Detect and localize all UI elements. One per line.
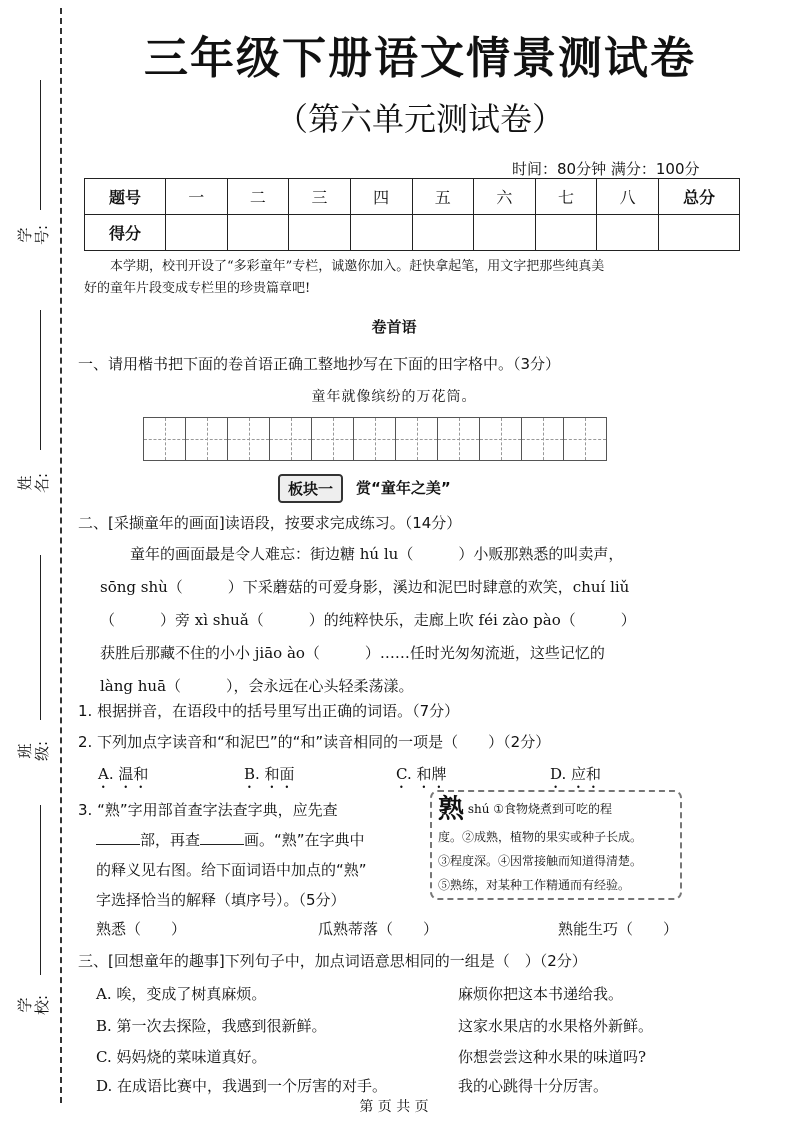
- option-a-compare: [458, 983, 623, 1004]
- block-title: 赏“童年之美”: [356, 479, 451, 497]
- text: 画。“熟”在字典中: [244, 831, 365, 849]
- dictionary-box: [430, 790, 682, 900]
- score-cell: 题号: [85, 179, 166, 215]
- dict-text: ⑤熟练，对某种工作精通而有经验。: [438, 877, 631, 892]
- reading-passage: [100, 538, 700, 703]
- student-no-label: 学号:: [16, 224, 51, 246]
- score-table-header-row: [85, 179, 740, 215]
- sub-question-2: 2. 下列加点字读音和“和泥巴”的“和”读音相同的一项是（ ）（2分）: [78, 733, 551, 751]
- time-info: 时间：80分钟 满分：100分: [512, 160, 700, 178]
- passage-line: 获胜后那藏不住的小小 jiāo ào（ ）……任时光匆匆流逝，这些记忆的: [100, 644, 605, 662]
- dict-text: 度。②成熟，植物的果实或种子长成。: [438, 829, 643, 844]
- word-item[interactable]: [558, 918, 678, 939]
- binding-dashed-line: [60, 8, 62, 1103]
- passage-line: làng huā（ ），会永远在心头轻柔荡漾。: [100, 677, 414, 695]
- question-3-heading: 三、[回想童年的趣事]下列句子中，加点词语意思相同的一组是（ ）（2分）: [78, 952, 587, 970]
- option-text: C. 和牌: [396, 765, 447, 783]
- preface-title: 卷首语: [371, 318, 417, 336]
- dict-pinyin: shú: [467, 802, 490, 816]
- sub-question-3: [78, 795, 418, 915]
- option-a[interactable]: [98, 763, 148, 792]
- option-text: B. 和面: [244, 765, 295, 783]
- sub-question-3-line2: [78, 825, 418, 855]
- block-tag: 板块一: [278, 474, 343, 503]
- grid-cell[interactable]: [522, 418, 564, 460]
- preface-text: 童年就像缤纷的万花筒。: [311, 389, 477, 405]
- word-text: 熟能生巧（ ）: [558, 920, 679, 938]
- score-input-cell[interactable]: [289, 215, 351, 251]
- score-input-cell[interactable]: [412, 215, 474, 251]
- option-text: 我的心跳得十分厉害。: [458, 1077, 609, 1095]
- intro-paragraph: [84, 256, 704, 300]
- passage-line: （ ）旁 xì shuǎ（ ）的纯粹快乐，走廊上吹 féi zào pào（ ）: [100, 611, 636, 629]
- grid-cell[interactable]: [564, 418, 606, 460]
- sub-question-1: 1. 根据拼音，在语段中的括号里写出正确的词语。（7分）: [78, 702, 460, 720]
- option-text: D. 在成语比赛中，我遇到一个厉害的对手。: [96, 1077, 388, 1095]
- option-d[interactable]: [550, 763, 601, 792]
- option-b[interactable]: [96, 1015, 327, 1036]
- word-text: 瓜熟蒂落（ ）: [318, 920, 439, 938]
- score-input-cell[interactable]: [597, 215, 659, 251]
- score-input-cell[interactable]: [474, 215, 536, 251]
- word-text: 熟悉（ ）: [96, 920, 187, 938]
- score-cell: 三: [289, 179, 351, 215]
- option-text: 你想尝尝这种水果的味道吗?: [458, 1048, 647, 1066]
- dict-entry-line: [438, 794, 674, 825]
- option-d[interactable]: [96, 1075, 387, 1096]
- class-label: 班级:: [16, 740, 51, 762]
- page-footer: 第 页 共 页: [359, 1099, 429, 1115]
- name-line[interactable]: [40, 310, 41, 450]
- score-cell: 一: [166, 179, 228, 215]
- grid-cell[interactable]: [270, 418, 312, 460]
- page-title: 三年级下册语文情景测试卷: [144, 33, 696, 84]
- page-subtitle: （第六单元测试卷）: [275, 100, 564, 138]
- dict-text: ①食物烧煮到可吃的程: [493, 802, 613, 816]
- stroke-blank[interactable]: [200, 830, 244, 845]
- option-text: A. 唉，变成了树真麻烦。: [96, 985, 267, 1003]
- score-table-score-row: [85, 215, 740, 251]
- dict-text: ③程度深。④因常接触而知道得清楚。: [438, 853, 643, 868]
- score-cell: 八: [597, 179, 659, 215]
- sub-question-3-line: 3. “熟”字用部首查字法查字典，应先查: [78, 801, 338, 819]
- option-text: 这家水果店的水果格外新鲜。: [458, 1017, 654, 1035]
- score-cell: 五: [412, 179, 474, 215]
- word-item[interactable]: [318, 918, 438, 939]
- option-text: 麻烦你把这本书递给我。: [458, 985, 624, 1003]
- word-item[interactable]: [96, 918, 186, 939]
- option-text: D. 应和: [550, 765, 602, 783]
- intro-line: 好的童年片段变成专栏里的珍贵篇章吧!: [84, 281, 311, 296]
- score-input-cell[interactable]: [350, 215, 412, 251]
- option-c[interactable]: [396, 763, 446, 792]
- school-label: 学校:: [16, 994, 51, 1016]
- score-input-cell[interactable]: [166, 215, 228, 251]
- radical-blank[interactable]: [96, 830, 140, 845]
- question-2-heading: 二、[采撷童年的画面]读语段，按要求完成练习。（14分）: [78, 514, 462, 532]
- name-label: 姓名:: [16, 472, 51, 494]
- score-cell: 四: [350, 179, 412, 215]
- option-a[interactable]: [96, 983, 266, 1004]
- option-b[interactable]: [244, 763, 295, 792]
- score-table: [84, 178, 740, 251]
- tianzi-grid[interactable]: [143, 417, 607, 461]
- class-line[interactable]: [40, 555, 41, 720]
- grid-cell[interactable]: [144, 418, 186, 460]
- score-input-cell[interactable]: [535, 215, 597, 251]
- intro-line: 本学期，校刊开设了“多彩童年”专栏，诚邀你加入。赶快拿起笔，用文字把那些纯真美: [110, 259, 605, 274]
- option-text: C. 妈妈烧的菜味道真好。: [96, 1048, 267, 1066]
- grid-cell[interactable]: [312, 418, 354, 460]
- grid-cell[interactable]: [438, 418, 480, 460]
- score-cell: 六: [474, 179, 536, 215]
- passage-line: 童年的画面最是令人难忘：街边糖 hú lu（ ）小贩那熟悉的叫卖声，: [130, 545, 624, 563]
- question-1: 一、请用楷书把下面的卷首语正确工整地抄写在下面的田字格中。（3分）: [78, 355, 561, 373]
- grid-cell[interactable]: [480, 418, 522, 460]
- score-input-cell[interactable]: [227, 215, 289, 251]
- score-row-label: 得分: [85, 215, 166, 251]
- grid-cell[interactable]: [354, 418, 396, 460]
- school-line[interactable]: [40, 805, 41, 975]
- dict-char: 熟: [438, 794, 465, 825]
- option-c-compare: [458, 1046, 646, 1067]
- score-cell: 二: [227, 179, 289, 215]
- grid-cell[interactable]: [396, 418, 438, 460]
- option-text: A. 温和: [98, 765, 149, 783]
- passage-line: sōng shù（ ）下采蘑菇的可爱身影，溪边和泥巴时肆意的欢笑，chuí liǔ: [100, 578, 630, 596]
- grid-cell[interactable]: [186, 418, 228, 460]
- student-no-line[interactable]: [40, 80, 41, 210]
- sub-question-3-line: 的释义见右图。给下面词语中加点的“熟”: [96, 861, 367, 879]
- option-b-compare: [458, 1015, 653, 1036]
- text: 部，再查: [140, 831, 201, 849]
- score-input-cell[interactable]: [659, 215, 740, 251]
- option-text: B. 第一次去探险，我感到很新鲜。: [96, 1017, 327, 1035]
- option-d-compare: [458, 1075, 608, 1096]
- grid-cell[interactable]: [228, 418, 270, 460]
- option-c[interactable]: [96, 1046, 266, 1067]
- score-cell: 七: [535, 179, 597, 215]
- score-cell: 总分: [659, 179, 740, 215]
- sub-question-3-line: 字选择恰当的解释（填序号）。（5分）: [96, 891, 346, 909]
